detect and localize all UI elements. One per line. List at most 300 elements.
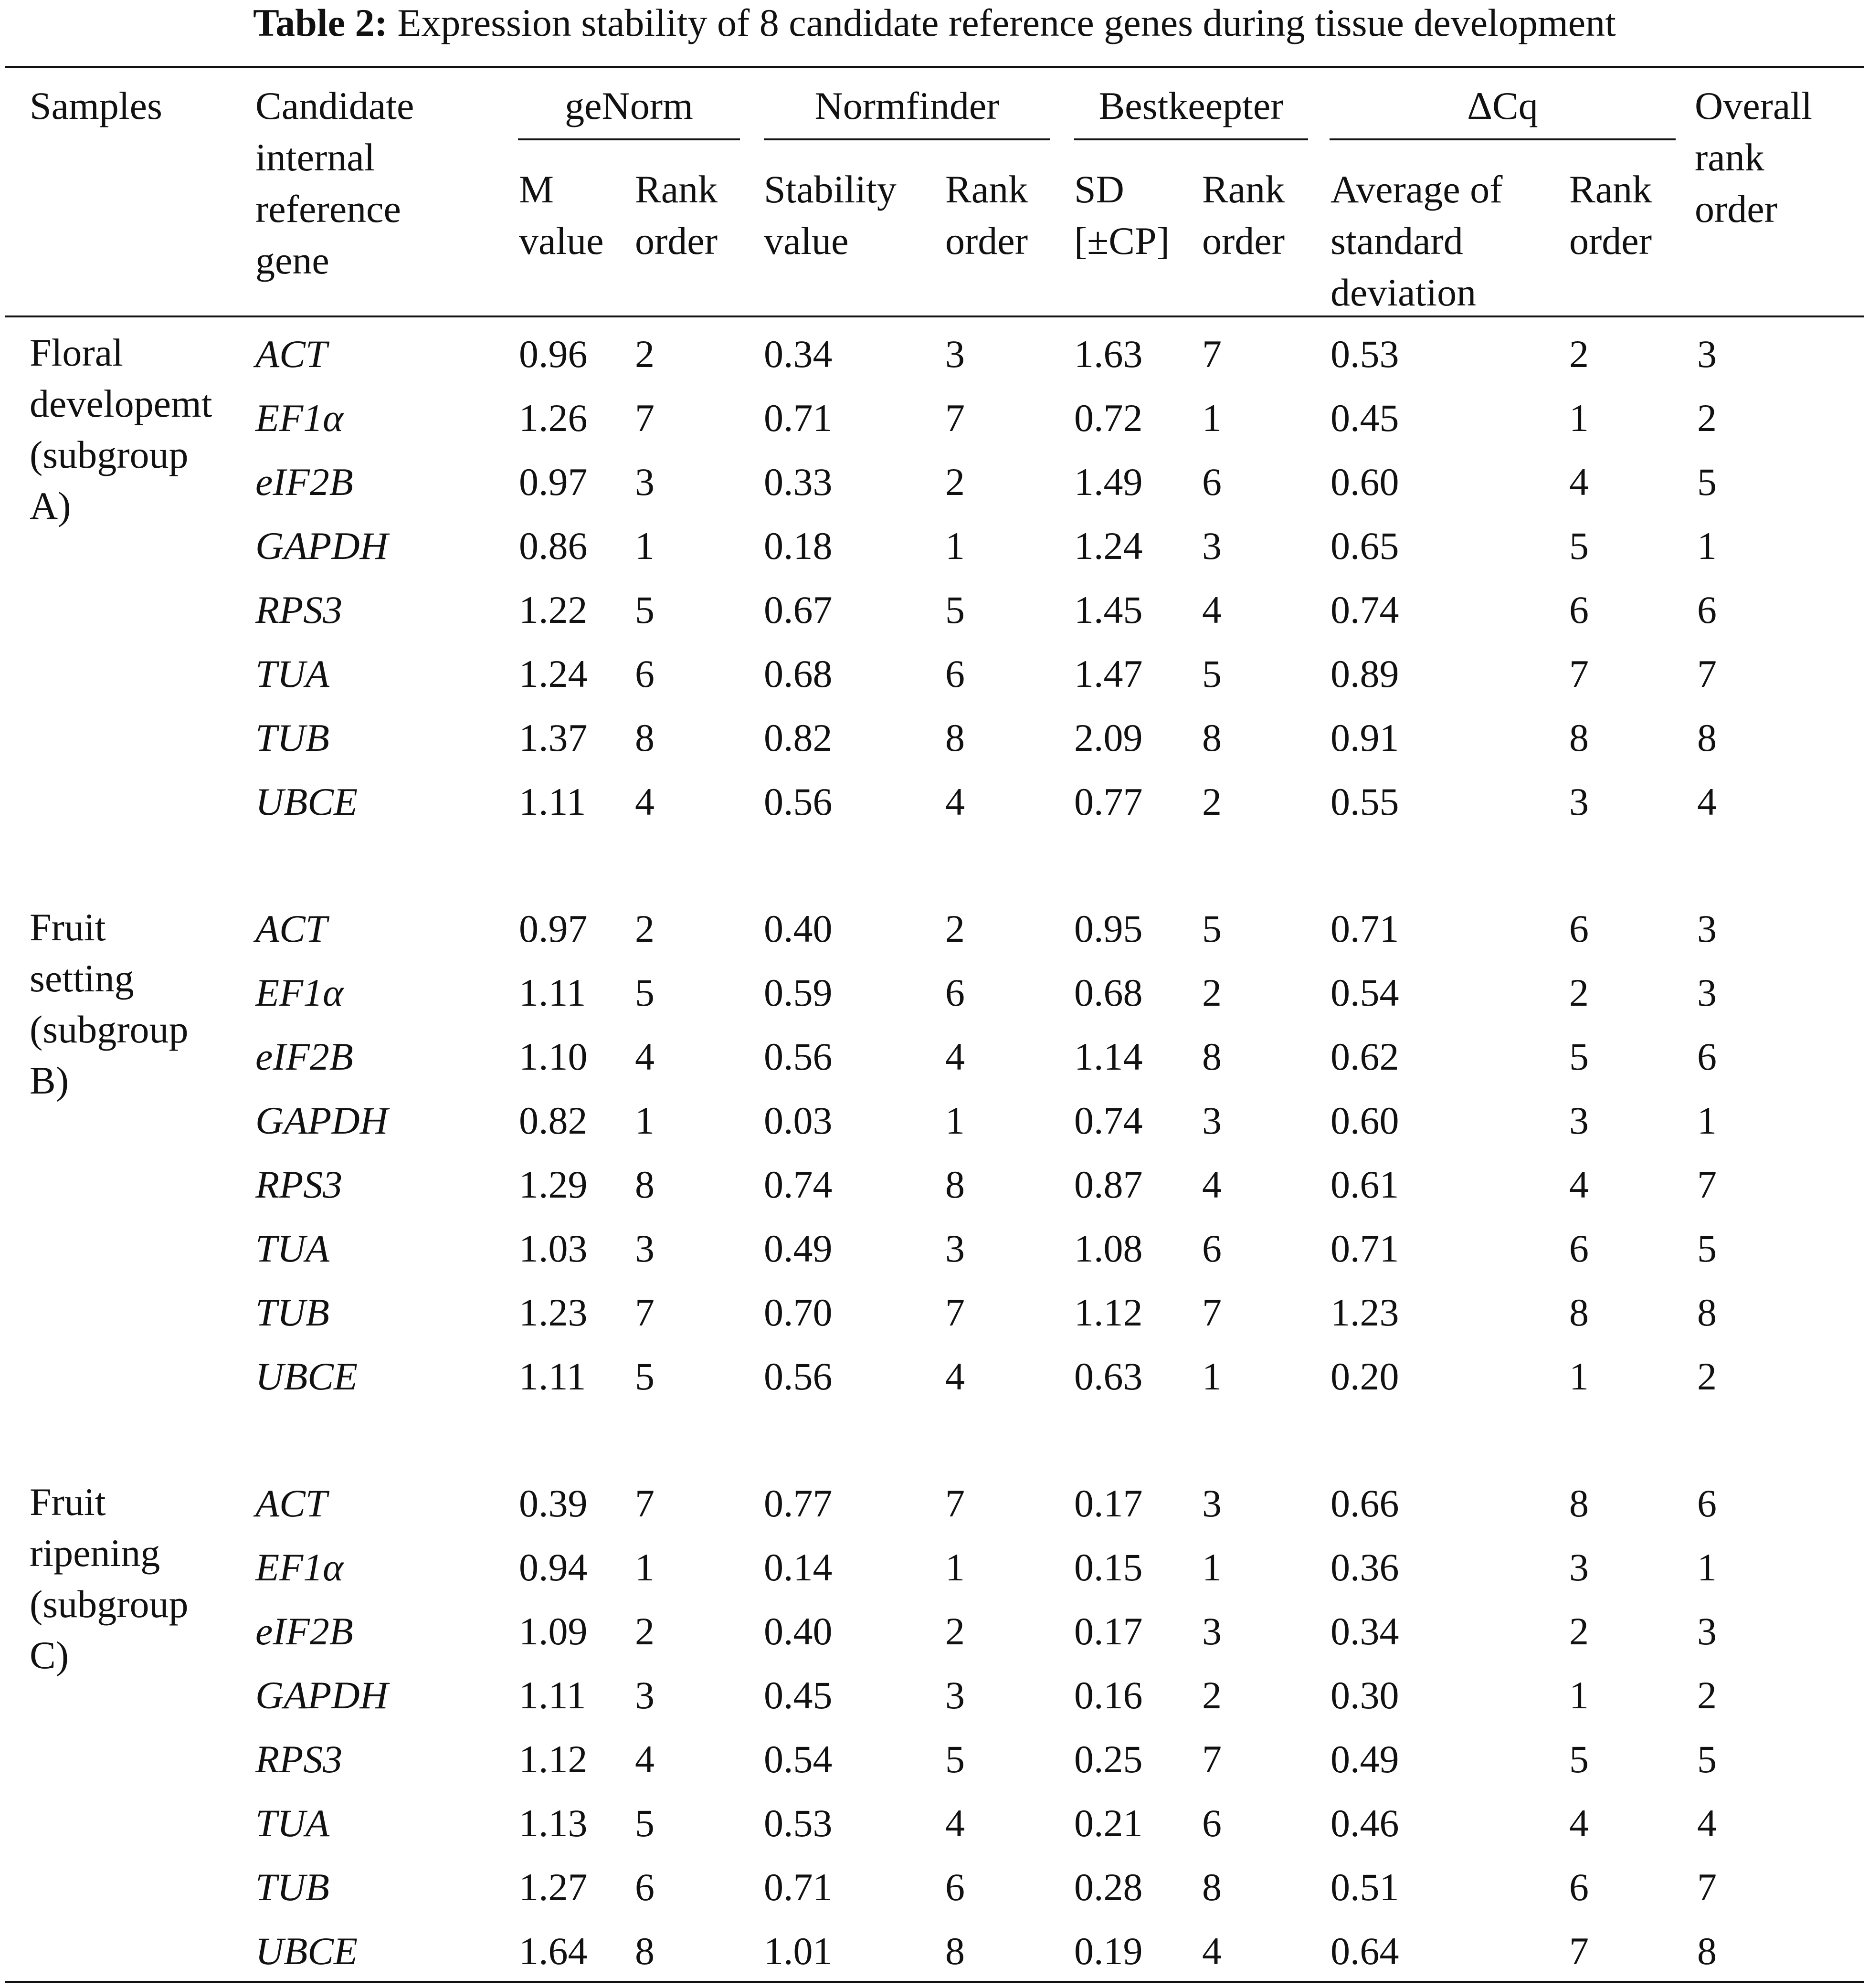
gene-name: ACT: [255, 332, 327, 376]
stability-value: 0.49: [764, 1227, 833, 1270]
stability-value: 0.03: [764, 1099, 833, 1142]
genorm-rank: 7: [635, 396, 655, 440]
sample-group-b: [0, 902, 1869, 1412]
table-row: [0, 327, 1869, 391]
average-sd-value: 0.55: [1330, 780, 1399, 823]
m-value: 1.11: [519, 1673, 586, 1717]
header-overall-line: order: [1695, 187, 1778, 231]
bestkeeper-rank: 3: [1202, 1099, 1222, 1142]
gene-name: ACT: [255, 1482, 327, 1525]
delta-cq-rank: 5: [1569, 1737, 1589, 1781]
top-rule: [5, 66, 1864, 68]
m-value: 1.23: [519, 1291, 588, 1334]
delta-cq-rank: 8: [1569, 1291, 1589, 1334]
bestkeeper-rank: 3: [1202, 524, 1222, 568]
normfinder-rank: 4: [945, 1801, 965, 1845]
header-subline: Average of: [1330, 168, 1503, 211]
stability-value: 0.67: [764, 588, 833, 631]
overall-rank: 1: [1697, 524, 1717, 568]
delta-cq-rank: 7: [1569, 1929, 1589, 1973]
table-row: [0, 1221, 1869, 1285]
normfinder-rank: 6: [945, 1865, 965, 1909]
genorm-rank: 8: [635, 1163, 655, 1206]
header-subline: standard: [1330, 219, 1463, 263]
normfinder-rank: 2: [945, 907, 965, 950]
table-row: [0, 1476, 1869, 1540]
average-sd-value: 1.23: [1330, 1291, 1399, 1334]
sample-label-line: ripening: [30, 1531, 160, 1575]
sd-value: 1.49: [1074, 460, 1143, 504]
header-subline: order: [1569, 219, 1652, 263]
overall-rank: 2: [1697, 1355, 1717, 1398]
genorm-rank: 4: [635, 1035, 655, 1078]
header-candidate-line: internal: [255, 136, 375, 179]
sample-label-line: B): [30, 1059, 69, 1102]
average-sd-value: 0.71: [1330, 907, 1399, 950]
delta-cq-rank: 5: [1569, 1035, 1589, 1078]
sd-value: 0.87: [1074, 1163, 1143, 1206]
average-sd-value: 0.53: [1330, 332, 1399, 376]
average-sd-value: 0.65: [1330, 524, 1399, 568]
header-candidate-line: gene: [255, 239, 329, 282]
average-sd-value: 0.34: [1330, 1609, 1399, 1653]
header-subline: Rank: [945, 168, 1028, 211]
delta-cq-rank: 6: [1569, 907, 1589, 950]
header-subline: Rank: [1202, 168, 1285, 211]
table-row: [0, 1860, 1869, 1924]
genorm-rank: 5: [635, 1355, 655, 1398]
bestkeeper-rank: 8: [1202, 1865, 1222, 1909]
header-subline: [±CP]: [1074, 219, 1170, 263]
bestkeeper-rank: 6: [1202, 1227, 1222, 1270]
genorm-rank: 4: [635, 780, 655, 823]
genorm-rank: 1: [635, 524, 655, 568]
normfinder-rank: 4: [945, 1355, 965, 1398]
sample-label-line: (subgroup: [30, 1582, 189, 1626]
table-row: [0, 583, 1869, 647]
bestkeeper-rank: 8: [1202, 1035, 1222, 1078]
header-bestkeeper: Bestkeepter: [1098, 84, 1284, 127]
average-sd-value: 0.60: [1330, 460, 1399, 504]
genorm-rank: 7: [635, 1291, 655, 1334]
gene-name: RPS3: [255, 1163, 343, 1206]
header-subline: order: [1202, 219, 1285, 263]
sd-value: 0.25: [1074, 1737, 1143, 1781]
delta-cq-rank: 7: [1569, 652, 1589, 695]
bestkeeper-rank: 2: [1202, 1673, 1222, 1717]
header-genorm-rule: [518, 138, 740, 140]
average-sd-value: 0.74: [1330, 588, 1399, 631]
overall-rank: 8: [1697, 1291, 1717, 1334]
header-overall-rank: [1695, 80, 1812, 235]
gene-name: EF1α: [255, 971, 344, 1014]
bestkeeper-rank: 7: [1202, 1737, 1222, 1781]
header-subline: Rank: [635, 168, 718, 211]
header-m-value: [519, 164, 604, 267]
normfinder-rank: 4: [945, 780, 965, 823]
delta-cq-rank: 1: [1569, 1355, 1589, 1398]
average-sd-value: 0.51: [1330, 1865, 1399, 1909]
m-value: 1.09: [519, 1609, 588, 1653]
table-row: [0, 1094, 1869, 1157]
overall-rank: 6: [1697, 1035, 1717, 1078]
m-value: 0.97: [519, 460, 588, 504]
overall-rank: 5: [1697, 1737, 1717, 1781]
overall-rank: 3: [1697, 332, 1717, 376]
stability-value: 0.33: [764, 460, 833, 504]
stability-value: 0.74: [764, 1163, 833, 1206]
delta-cq-rank: 8: [1569, 1482, 1589, 1525]
delta-cq-rank: 4: [1569, 1163, 1589, 1206]
delta-cq-rank: 6: [1569, 1227, 1589, 1270]
normfinder-rank: 2: [945, 1609, 965, 1653]
genorm-rank: 5: [635, 971, 655, 1014]
header-rule: [5, 316, 1864, 317]
bestkeeper-rank: 4: [1202, 1163, 1222, 1206]
m-value: 1.13: [519, 1801, 588, 1845]
sd-value: 0.16: [1074, 1673, 1143, 1717]
bestkeeper-rank: 1: [1202, 1355, 1222, 1398]
stability-value: 0.56: [764, 780, 833, 823]
average-sd-value: 0.46: [1330, 1801, 1399, 1845]
sd-value: 0.28: [1074, 1865, 1143, 1909]
genorm-rank: 1: [635, 1546, 655, 1589]
stability-value: 0.56: [764, 1035, 833, 1078]
sd-value: 0.17: [1074, 1609, 1143, 1653]
gene-name: EF1α: [255, 396, 344, 440]
gene-name: TUB: [255, 716, 329, 759]
m-value: 1.24: [519, 652, 588, 695]
stability-value: 0.18: [764, 524, 833, 568]
header-delta-cq-rank: [1569, 164, 1652, 267]
header-subline: Stability: [764, 168, 897, 211]
genorm-rank: 5: [635, 588, 655, 631]
sd-value: 0.63: [1074, 1355, 1143, 1398]
overall-rank: 8: [1697, 1929, 1717, 1973]
sd-value: 1.08: [1074, 1227, 1143, 1270]
table-caption: [0, 0, 1869, 48]
delta-cq-rank: 4: [1569, 1801, 1589, 1845]
m-value: 1.10: [519, 1035, 588, 1078]
genorm-rank: 5: [635, 1801, 655, 1845]
m-value: 1.29: [519, 1163, 588, 1206]
header-subline: value: [764, 219, 849, 263]
bestkeeper-rank: 4: [1202, 588, 1222, 631]
stability-value: 0.68: [764, 652, 833, 695]
table-row: [0, 1157, 1869, 1221]
table-row: [0, 1732, 1869, 1796]
stability-value: 0.71: [764, 1865, 833, 1909]
gene-name: eIF2B: [255, 1035, 353, 1078]
average-sd-value: 0.61: [1330, 1163, 1399, 1206]
delta-cq-rank: 4: [1569, 460, 1589, 504]
bestkeeper-rank: 3: [1202, 1482, 1222, 1525]
bestkeeper-rank: 5: [1202, 652, 1222, 695]
header-subline: SD: [1074, 168, 1124, 211]
average-sd-value: 0.91: [1330, 716, 1399, 759]
average-sd-value: 0.20: [1330, 1355, 1399, 1398]
sample-label-line: Floral: [30, 331, 123, 374]
sd-value: 1.12: [1074, 1291, 1143, 1334]
delta-cq-rank: 2: [1569, 971, 1589, 1014]
average-sd-value: 0.89: [1330, 652, 1399, 695]
m-value: 1.37: [519, 716, 588, 759]
sd-value: 1.63: [1074, 332, 1143, 376]
gene-name: UBCE: [255, 1355, 358, 1398]
header-subline: Rank: [1569, 168, 1652, 211]
sample-label-line: Fruit: [30, 905, 106, 949]
gene-name: eIF2B: [255, 460, 353, 504]
overall-rank: 1: [1697, 1099, 1717, 1142]
genorm-rank: 2: [635, 332, 655, 376]
average-sd-value: 0.54: [1330, 971, 1399, 1014]
delta-cq-rank: 3: [1569, 780, 1589, 823]
table-row: [0, 1924, 1869, 1988]
overall-rank: 8: [1697, 716, 1717, 759]
average-sd-value: 0.66: [1330, 1482, 1399, 1525]
bestkeeper-rank: 4: [1202, 1929, 1222, 1973]
table-row: [0, 1030, 1869, 1094]
m-value: 1.64: [519, 1929, 588, 1973]
sd-value: 1.24: [1074, 524, 1143, 568]
bestkeeper-rank: 8: [1202, 716, 1222, 759]
normfinder-rank: 5: [945, 588, 965, 631]
header-delta-cq: ΔCq: [1467, 84, 1538, 127]
header-genorm-rank: [635, 164, 718, 267]
gene-name: eIF2B: [255, 1609, 353, 1653]
header-normfinder-rank: [945, 164, 1028, 267]
gene-name: TUB: [255, 1291, 329, 1334]
m-value: 0.96: [519, 332, 588, 376]
normfinder-rank: 4: [945, 1035, 965, 1078]
table-row: [0, 519, 1869, 583]
header-samples: Samples: [30, 84, 162, 127]
delta-cq-rank: 1: [1569, 396, 1589, 440]
m-value: 0.86: [519, 524, 588, 568]
genorm-rank: 3: [635, 1673, 655, 1717]
sample-label-line: (subgroup: [30, 433, 189, 476]
header-candidate-line: Candidate: [255, 84, 414, 127]
m-value: 0.97: [519, 907, 588, 950]
gene-name: UBCE: [255, 780, 358, 823]
sd-value: 1.45: [1074, 588, 1143, 631]
gene-name: UBCE: [255, 1929, 358, 1973]
stability-value: 0.71: [764, 396, 833, 440]
gene-name: RPS3: [255, 588, 343, 631]
table-header: [0, 80, 1869, 314]
average-sd-value: 0.36: [1330, 1546, 1399, 1589]
header-normfinder-rule: [764, 138, 1050, 140]
bestkeeper-rank: 1: [1202, 396, 1222, 440]
overall-rank: 6: [1697, 588, 1717, 631]
sample-group-a: [0, 327, 1869, 838]
bestkeeper-rank: 6: [1202, 460, 1222, 504]
header-candidate-line: reference: [255, 187, 401, 231]
table-row: [0, 1349, 1869, 1413]
sample-label-line: C): [30, 1633, 69, 1677]
average-sd-value: 0.71: [1330, 1227, 1399, 1270]
sd-value: 1.14: [1074, 1035, 1143, 1078]
gene-name: GAPDH: [255, 1099, 388, 1142]
bestkeeper-rank: 7: [1202, 332, 1222, 376]
normfinder-rank: 1: [945, 524, 965, 568]
normfinder-rank: 3: [945, 1673, 965, 1717]
normfinder-rank: 8: [945, 1163, 965, 1206]
header-average-sd: [1330, 164, 1502, 318]
sample-label-line: Fruit: [30, 1480, 106, 1524]
genorm-rank: 8: [635, 716, 655, 759]
normfinder-rank: 2: [945, 460, 965, 504]
normfinder-rank: 6: [945, 652, 965, 695]
table-row: [0, 1668, 1869, 1732]
table-row: [0, 1604, 1869, 1668]
m-value: 0.82: [519, 1099, 588, 1142]
overall-rank: 7: [1697, 1163, 1717, 1206]
delta-cq-rank: 3: [1569, 1546, 1589, 1589]
delta-cq-rank: 2: [1569, 332, 1589, 376]
normfinder-rank: 7: [945, 1291, 965, 1334]
m-value: 0.39: [519, 1482, 588, 1525]
delta-cq-rank: 8: [1569, 716, 1589, 759]
sd-value: 0.21: [1074, 1801, 1143, 1845]
sample-label-line: developemt: [30, 382, 212, 425]
header-delta-cq-rule: [1330, 138, 1676, 140]
gene-name: RPS3: [255, 1737, 343, 1781]
m-value: 1.11: [519, 971, 586, 1014]
stability-value: 0.40: [764, 1609, 833, 1653]
bestkeeper-rank: 1: [1202, 1546, 1222, 1589]
header-subline: order: [945, 219, 1028, 263]
overall-rank: 5: [1697, 460, 1717, 504]
genorm-rank: 6: [635, 1865, 655, 1909]
gene-name: TUA: [255, 1801, 329, 1845]
stability-value: 0.59: [764, 971, 833, 1014]
sd-value: 0.72: [1074, 396, 1143, 440]
table-row: [0, 711, 1869, 775]
normfinder-rank: 3: [945, 1227, 965, 1270]
overall-rank: 4: [1697, 780, 1717, 823]
sd-value: 0.68: [1074, 971, 1143, 1014]
delta-cq-rank: 2: [1569, 1609, 1589, 1653]
gene-name: TUB: [255, 1865, 329, 1909]
table-row: [0, 1796, 1869, 1860]
sd-value: 0.17: [1074, 1482, 1143, 1525]
table-row: [0, 1540, 1869, 1604]
bestkeeper-rank: 2: [1202, 971, 1222, 1014]
sample-label-line: A): [30, 484, 71, 527]
stability-value: 0.56: [764, 1355, 833, 1398]
gene-name: ACT: [255, 907, 327, 950]
normfinder-rank: 6: [945, 971, 965, 1014]
sd-value: 0.77: [1074, 780, 1143, 823]
m-value: 1.27: [519, 1865, 588, 1909]
sample-label-line: (subgroup: [30, 1008, 189, 1051]
bestkeeper-rank: 3: [1202, 1609, 1222, 1653]
normfinder-rank: 1: [945, 1546, 965, 1589]
overall-rank: 7: [1697, 1865, 1717, 1909]
m-value: 1.11: [519, 1355, 586, 1398]
header-subline: value: [519, 219, 604, 263]
bestkeeper-rank: 5: [1202, 907, 1222, 950]
overall-rank: 4: [1697, 1801, 1717, 1845]
table-row: [0, 775, 1869, 839]
normfinder-rank: 1: [945, 1099, 965, 1142]
m-value: 1.11: [519, 780, 586, 823]
table-row: [0, 1285, 1869, 1349]
sd-value: 0.15: [1074, 1546, 1143, 1589]
average-sd-value: 0.45: [1330, 396, 1399, 440]
genorm-rank: 3: [635, 460, 655, 504]
sd-value: 0.74: [1074, 1099, 1143, 1142]
m-value: 1.22: [519, 588, 588, 631]
sd-value: 2.09: [1074, 716, 1143, 759]
normfinder-rank: 8: [945, 716, 965, 759]
average-sd-value: 0.62: [1330, 1035, 1399, 1078]
table-row: [0, 391, 1869, 455]
table-row: [0, 647, 1869, 711]
stability-value: 0.14: [764, 1546, 833, 1589]
header-genorm: geNorm: [565, 84, 693, 127]
genorm-rank: 2: [635, 1609, 655, 1653]
genorm-rank: 3: [635, 1227, 655, 1270]
sample-label-line: setting: [30, 957, 134, 1000]
header-overall-line: rank: [1695, 136, 1764, 179]
stability-value: 0.77: [764, 1482, 833, 1525]
m-value: 1.26: [519, 396, 588, 440]
normfinder-rank: 7: [945, 1482, 965, 1525]
stability-value: 0.34: [764, 332, 833, 376]
header-subline: order: [635, 219, 718, 263]
delta-cq-rank: 3: [1569, 1099, 1589, 1142]
overall-rank: 2: [1697, 396, 1717, 440]
genorm-rank: 2: [635, 907, 655, 950]
average-sd-value: 0.64: [1330, 1929, 1399, 1973]
genorm-rank: 8: [635, 1929, 655, 1973]
table-row: [0, 455, 1869, 519]
table-row: [0, 966, 1869, 1030]
bestkeeper-rank: 2: [1202, 780, 1222, 823]
m-value: 0.94: [519, 1546, 588, 1589]
header-sd: [1074, 164, 1170, 267]
stability-value: 1.01: [764, 1929, 833, 1973]
genorm-rank: 7: [635, 1482, 655, 1525]
bottom-rule: [5, 1981, 1864, 1983]
sd-value: 0.95: [1074, 907, 1143, 950]
stability-value: 0.53: [764, 1801, 833, 1845]
overall-rank: 2: [1697, 1673, 1717, 1717]
delta-cq-rank: 6: [1569, 1865, 1589, 1909]
overall-rank: 5: [1697, 1227, 1717, 1270]
stability-value: 0.70: [764, 1291, 833, 1334]
sd-value: 0.19: [1074, 1929, 1143, 1973]
gene-name: GAPDH: [255, 524, 388, 568]
header-overall-line: Overall: [1695, 84, 1812, 127]
stability-value: 0.82: [764, 716, 833, 759]
table-row: [0, 902, 1869, 966]
gene-name: TUA: [255, 652, 329, 695]
header-candidate-gene: [255, 80, 414, 286]
overall-rank: 7: [1697, 652, 1717, 695]
normfinder-rank: 7: [945, 396, 965, 440]
header-subline: M: [519, 168, 554, 211]
overall-rank: 1: [1697, 1546, 1717, 1589]
header-normfinder: Normfinder: [814, 84, 1000, 127]
overall-rank: 3: [1697, 971, 1717, 1014]
bestkeeper-rank: 7: [1202, 1291, 1222, 1334]
m-value: 1.03: [519, 1227, 588, 1270]
header-bestkeeper-rank: [1202, 164, 1285, 267]
gene-name: EF1α: [255, 1546, 344, 1589]
